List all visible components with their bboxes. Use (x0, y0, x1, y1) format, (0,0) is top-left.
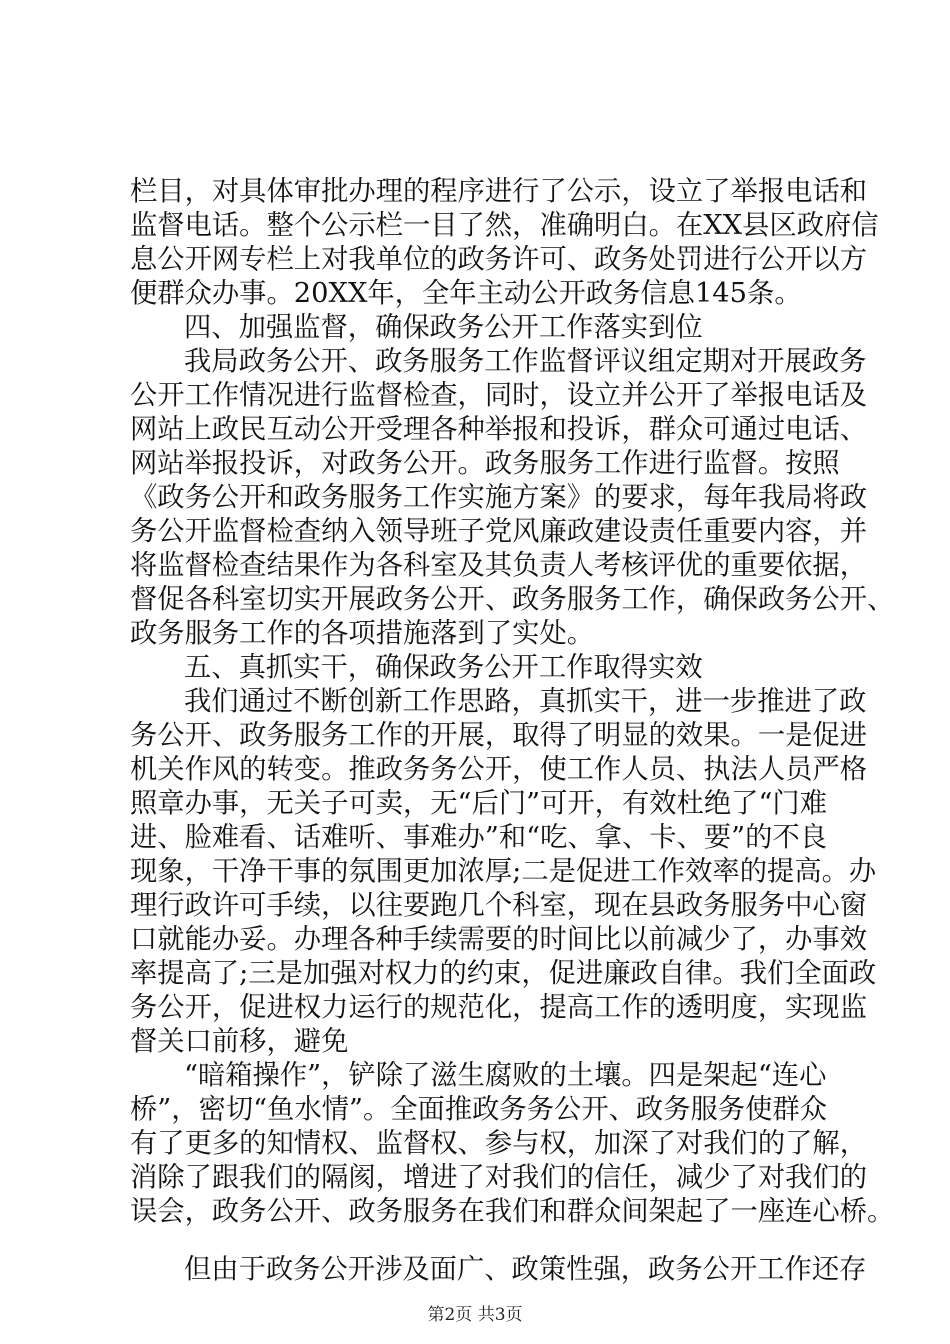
body-line-25: 务公开，促进权力运行的规范化，提高工作的透明度，实现监 (130, 992, 868, 1023)
body-line-7: 公开工作情况进行监督检查，同时，设立并公开了举报电话及 (130, 380, 868, 411)
body-line-14: 政务服务工作的各项措施落到了实处。 (130, 618, 595, 649)
body-line-30: 消除了跟我们的隔阂，增进了对我们的信任，减少了对我们的 (130, 1162, 868, 1193)
section-heading-4: 四、加强监督，确保政务公开工作落实到位 (184, 312, 703, 343)
body-line-9: 网站举报投诉，对政务公开。政务服务工作进行监督。按照 (130, 448, 840, 479)
body-line-29: 有了更多的知情权、监督权、参与权，加深了对我们的了解， (130, 1128, 868, 1159)
body-line-32: 但由于政务公开涉及面广、政策性强，政务公开工作还存 (184, 1254, 867, 1285)
body-line-12: 将监督检查结果作为各科室及其负责人考核评优的重要依据， (130, 550, 868, 581)
body-line-16: 我们通过不断创新工作思路，真抓实干，进一步推进了政 (184, 686, 867, 717)
body-line-19: 照章办事，无关子可卖，无“后门”可开，有效杜绝了“门难 (130, 788, 827, 819)
body-line-27: “暗箱操作”，铲除了滋生腐败的土壤。四是架起“连心 (184, 1060, 827, 1091)
body-line-6: 我局政务公开、政务服务工作监督评议组定期对开展政务 (184, 346, 867, 377)
body-line-22: 理行政许可手续，以往要跑几个科室，现在县政务服务中心窗 (130, 890, 868, 921)
body-line-18: 机关作风的转变。推政务务公开，使工作人员、执法人员严格 (130, 754, 868, 785)
body-line-3: 息公开网专栏上对我单位的政务许可、政务处罚进行公开以方 (130, 244, 868, 275)
body-line-26: 督关口前移，避免 (130, 1026, 349, 1057)
body-line-2: 监督电话。整个公示栏一目了然，准确明白。在XX县区政府信 (130, 210, 879, 241)
body-line-10: 《政务公开和政务服务工作实施方案》的要求，每年我局将政 (130, 482, 868, 513)
body-line-23: 口就能办妥。办理各种手续需要的时间比以前减少了，办事效 (130, 924, 868, 955)
body-line-8: 网站上政民互动公开受理各种举报和投诉，群众可通过电话、 (130, 414, 868, 445)
body-line-28: 桥”，密切“鱼水情”。全面推政务务公开、政务服务使群众 (130, 1094, 827, 1125)
page-footer: 第2页 共3页 (427, 1305, 523, 1325)
body-line-11: 务公开监督检查纳入领导班子党风廉政建设责任重要内容，并 (130, 516, 868, 547)
body-line-31: 误会，政务公开、政务服务在我们和群众间架起了一座连心桥。 (130, 1196, 895, 1227)
body-line-20: 进、脸难看、话难听、事难办”和“吃、拿、卡、要”的不良 (130, 822, 827, 853)
body-line-4: 便群众办事。20XX年，全年主动公开政务信息145条。 (130, 278, 802, 309)
body-line-17: 务公开、政务服务工作的开展，取得了明显的效果。一是促进 (130, 720, 868, 751)
body-line-13: 督促各科室切实开展政务公开、政务服务工作，确保政务公开、 (130, 584, 895, 615)
section-heading-5: 五、真抓实干，确保政务公开工作取得实效 (184, 652, 703, 683)
body-line-1: 栏目，对具体审批办理的程序进行了公示，设立了举报电话和 (130, 176, 868, 207)
body-line-24: 率提高了;三是加强对权力的约束，促进廉政自律。我们全面政 (130, 958, 877, 989)
body-line-21: 现象，干净干事的氛围更加浓厚;二是促进工作效率的提高。办 (130, 856, 877, 887)
